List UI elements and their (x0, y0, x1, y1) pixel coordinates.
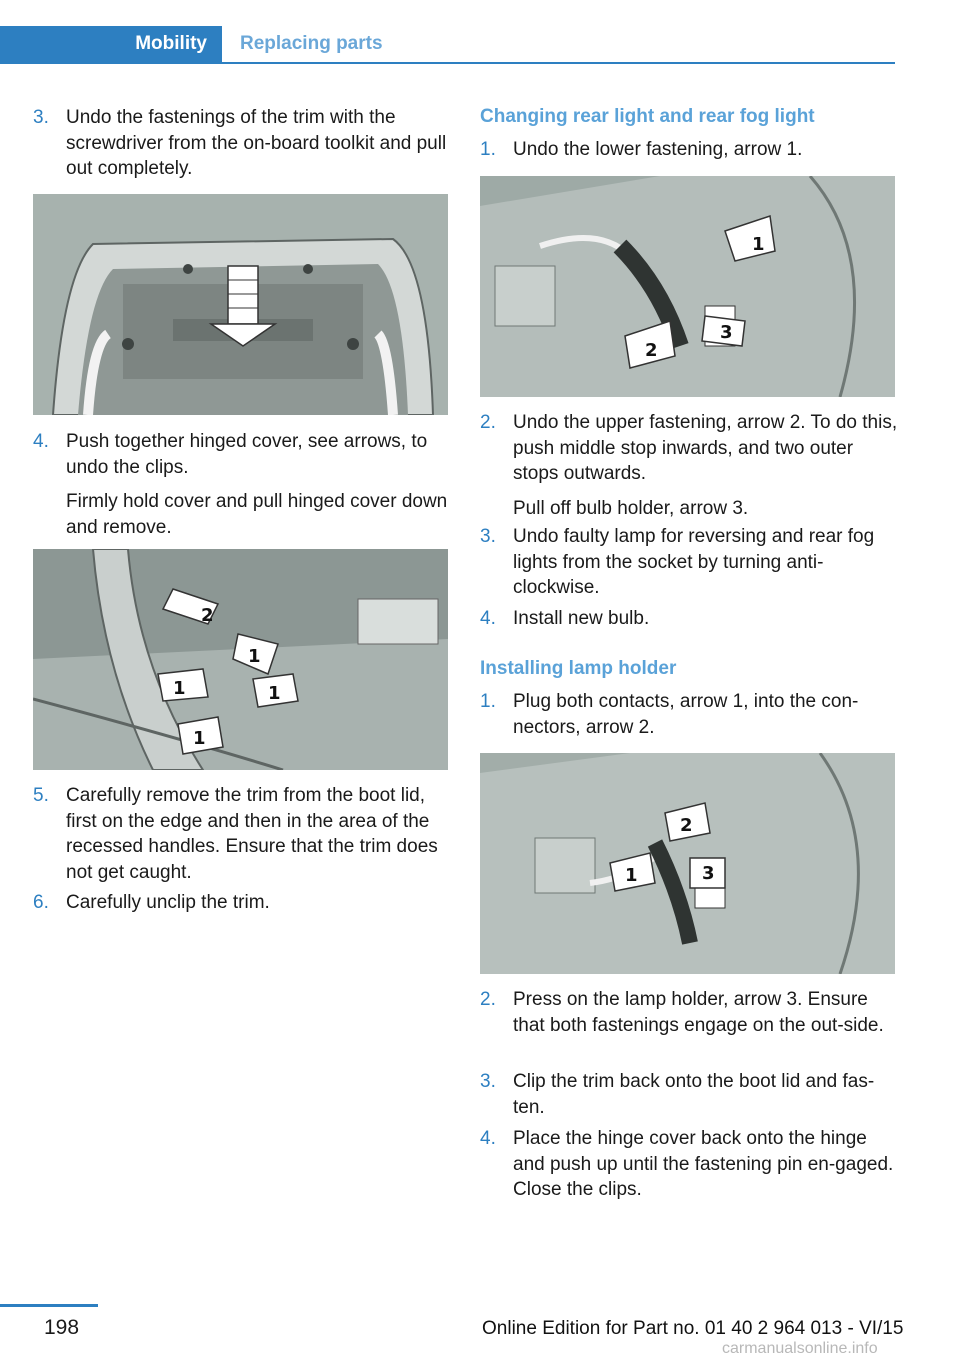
left-step-4-sub: Firmly hold cover and pull hinged cover down and remove. (66, 491, 448, 538)
fig3-label-3: 3 (720, 322, 733, 343)
figure-boot-lid-trim (33, 194, 448, 415)
fig2-label-b: 1 (248, 646, 261, 667)
figure-install-lamp-holder (480, 753, 895, 974)
fig2-label-d: 1 (268, 683, 281, 704)
edition-footer: Online Edition for Part no. 01 40 2 964 013 - VI/15 (482, 1318, 904, 1339)
figure-lower-fastening (480, 176, 895, 397)
fig3-label-1: 1 (752, 234, 765, 255)
figure-hinged-cover (33, 549, 448, 770)
page-number: 198 (44, 1316, 80, 1339)
fig4-label-2: 2 (680, 815, 693, 836)
header-tab-bar (0, 26, 895, 64)
right-step-2-sub: Pull off bulb holder, arrow 3. (513, 497, 749, 519)
fig4-label-3: 3 (702, 863, 715, 884)
heading-installing-lamp-holder: Installing lamp holder (480, 658, 677, 679)
fig3-label-2: 2 (645, 340, 658, 361)
watermark: carmanualsonline.info (722, 1340, 878, 1357)
fig2-label-a: 2 (201, 605, 214, 626)
right-step-2-text: Undo the upper fastening, arrow 2. To do this, push middle stop inwards, and two outer stops outwards. (513, 412, 898, 484)
fig2-label-c: 1 (173, 678, 186, 699)
tab-mobility[interactable]: Mobility (0, 26, 222, 62)
fig2-label-e: 1 (193, 728, 206, 749)
fig4-label-1: 1 (625, 865, 638, 886)
left-step-4-text: Push together hinged cover, see arrows, to undo the clips. (66, 431, 428, 478)
tab-replacing-parts[interactable]: Replacing parts (240, 33, 383, 54)
page-number-rule (0, 1304, 98, 1307)
heading-changing-rear-light: Changing rear light and rear fog light (480, 106, 815, 127)
